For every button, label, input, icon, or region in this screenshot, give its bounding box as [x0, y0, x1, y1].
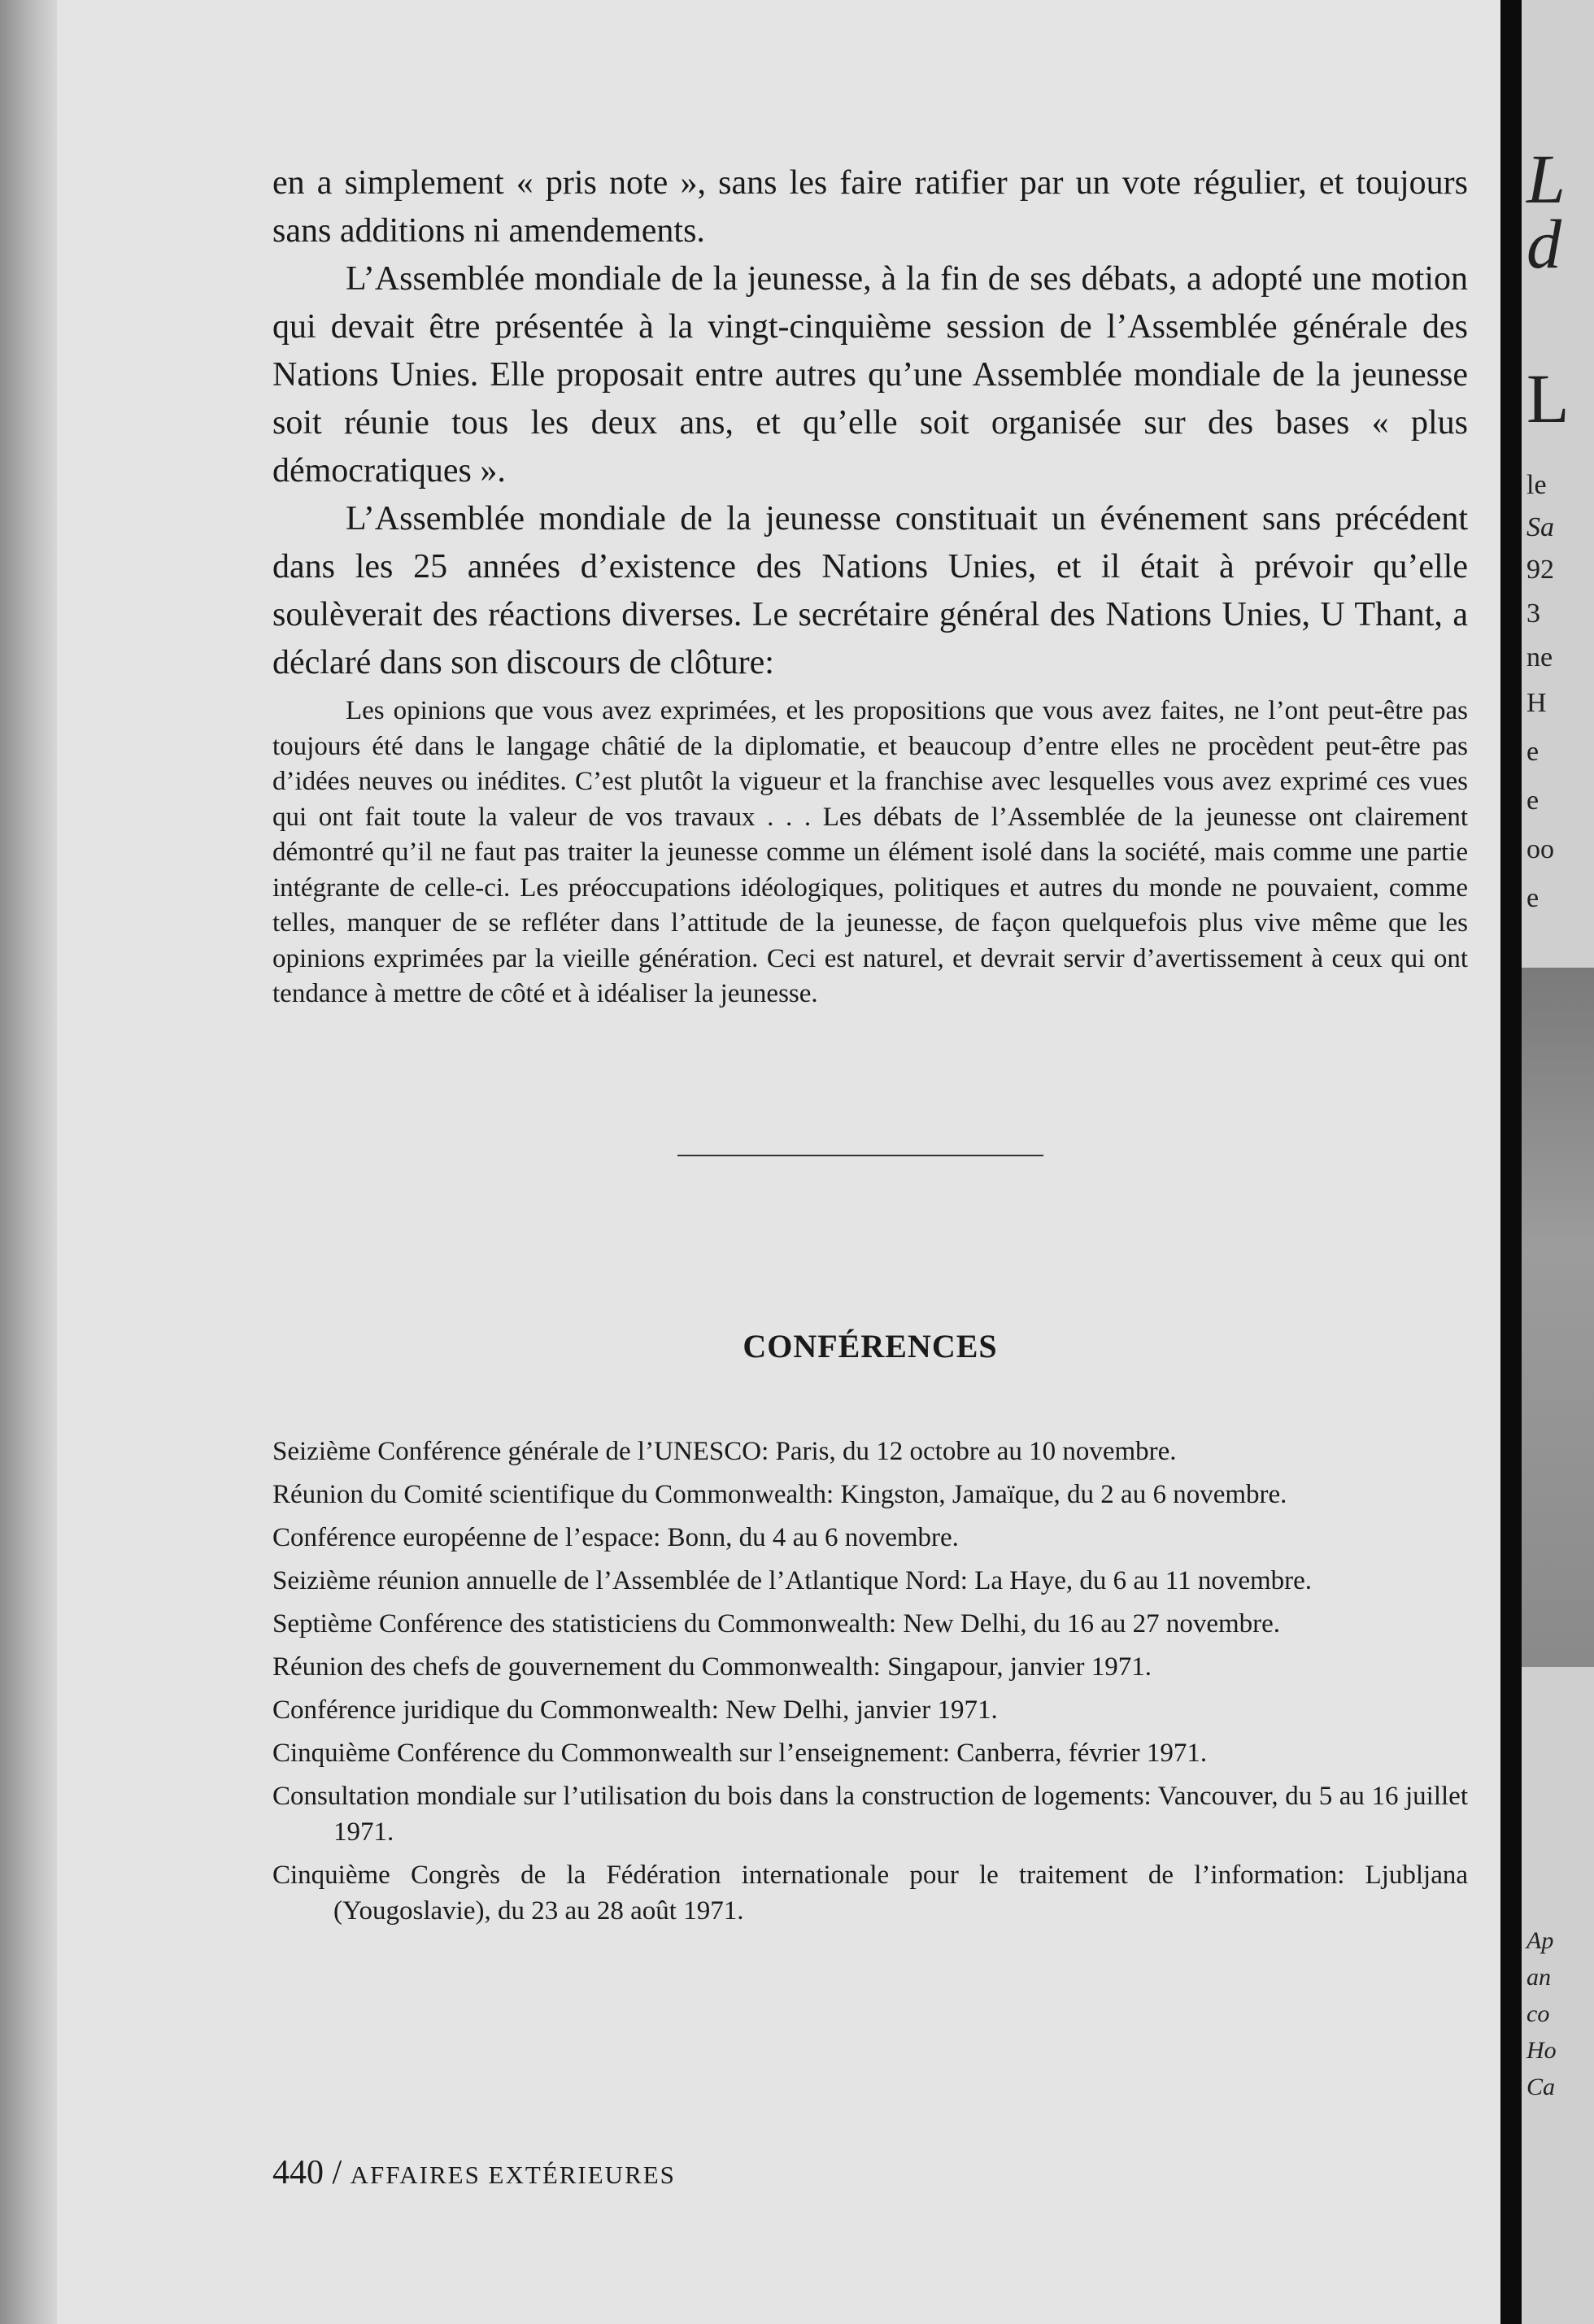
fragment: ne	[1526, 642, 1553, 672]
photo-edge	[1522, 968, 1594, 1667]
fragment: le	[1526, 470, 1547, 500]
fragment: co	[1526, 2000, 1550, 2027]
publication-title: AFFAIRES EXTÉRIEURES	[350, 2161, 676, 2189]
fragment: Ho	[1526, 2037, 1557, 2064]
fragment: oo	[1526, 834, 1554, 864]
main-text-block	[272, 159, 1468, 1012]
book-spine	[1500, 0, 1522, 2324]
conferences-list	[272, 1434, 1468, 1936]
list-item: Seizième réunion annuelle de l’Assemblée de l’Atlantique Nord: La Haye, du 6 au 11 novembre.	[272, 1566, 1313, 1595]
fragment: e	[1526, 786, 1540, 816]
paragraph-motion: L’Assemblée mondiale de la jeunesse, à la fin de ses débats, a adopté une motion qui devait être présentée à la vingt-cinquième session de l’Assemblée générale des Nations Unies. Elle proposait entre autres qu’une Assemblée mondiale de la jeunesse soit réunie tous les deux ans, et qu’elle soit organisée sur des bases « plus démocratiques ».	[272, 260, 1468, 490]
fragment: Sa	[1526, 512, 1554, 542]
page-number: 440 /	[272, 2154, 342, 2191]
list-item: Conférence juridique du Commonwealth: New Delhi, janvier 1971.	[272, 1695, 998, 1725]
paragraph-u-thant: L’Assemblée mondiale de la jeunesse constituait un événement sans précédent dans les 25 années d’existence des Nations Unies, et il était à prévoir qu’elle soulèverait des réactions diverses. Le secrétaire général des Nations Unies, U Thant, a déclaré dans son discours de clôture:	[272, 500, 1468, 681]
fragment: H	[1526, 688, 1547, 718]
list-item: Seizième Conférence générale de l’UNESCO: Paris, du 12 octobre au 10 novembre.	[272, 1437, 1177, 1466]
fragment: 92	[1526, 555, 1554, 585]
list-item: Cinquième Congrès de la Fédération internationale pour le traitement de l’information: Ljubljana (Yougoslavie), du 23 au 28 août 1971.	[272, 1861, 1468, 1926]
list-item: Réunion des chefs de gouvernement du Commonwealth: Singapour, janvier 1971.	[272, 1652, 1152, 1682]
paragraph-continuation: en a simplement « pris note », sans les faire ratifier par un vote régulier, et toujours sans additions ni amendements.	[272, 164, 1468, 250]
fragment: e	[1526, 883, 1540, 913]
list-item: Septième Conférence des statisticiens du Commonwealth: New Delhi, du 16 au 27 novembre.	[272, 1609, 1281, 1639]
adjacent-page-edge	[1522, 0, 1594, 2324]
fragment: e	[1526, 737, 1540, 767]
fragment: L	[1526, 140, 1566, 218]
page-footer	[272, 2153, 676, 2192]
fragment: an	[1526, 1964, 1551, 1991]
fragment: L	[1526, 359, 1570, 437]
conferences-heading: CONFÉRENCES	[743, 1328, 998, 1364]
section-divider	[677, 1155, 1043, 1156]
list-item: Conférence européenne de l’espace: Bonn, du 4 au 6 novembre.	[272, 1523, 959, 1552]
fragment: d	[1526, 205, 1561, 283]
list-item: Cinquième Conférence du Commonwealth sur l’enseignement: Canberra, février 1971.	[272, 1739, 1208, 1768]
fragment: 3	[1526, 598, 1540, 629]
fragment: Ca	[1526, 2074, 1556, 2100]
binding-gutter	[0, 0, 57, 2324]
list-item: Consultation mondiale sur l’utilisation du bois dans la construction de logements: Vancouver, du 5 au 16 juillet 1971.	[272, 1782, 1468, 1847]
fragment: Ap	[1526, 1927, 1554, 1954]
list-item: Réunion du Comité scientifique du Commonwealth: Kingston, Jamaïque, du 2 au 6 novembre.	[272, 1480, 1287, 1509]
block-quote: Les opinions que vous avez exprimées, et les propositions que vous avez faites, ne l’ont peut-être pas toujours été dans le langage châtié de la diplomatie, et beaucoup d’entre elles ne procèdent peut-être pas d’idées neuves ou inédites. C’est plutôt la vigueur et la franchise avec lesquelles vous avez exprimé ces vues qui ont fait toute la valeur de vos travaux . . . Les débats de l’Assemblée de la jeunesse ont clairement démontré qu’il ne faut pas traiter la jeunesse comme un élément isolé dans la société, mais comme une partie intégrante de celle-ci. Les préoccupations idéologiques, politiques et autres du monde ne pouvaient, comme telles, manquer de se refléter dans l’attitude de la jeunesse, de façon quelquefois plus vive même que les opinions exprimées par la vieille génération. Ceci est naturel, et devrait servir d’avertissement à ceux qui ont tendance à mettre de côté et à idéaliser la jeunesse.	[272, 696, 1468, 1008]
